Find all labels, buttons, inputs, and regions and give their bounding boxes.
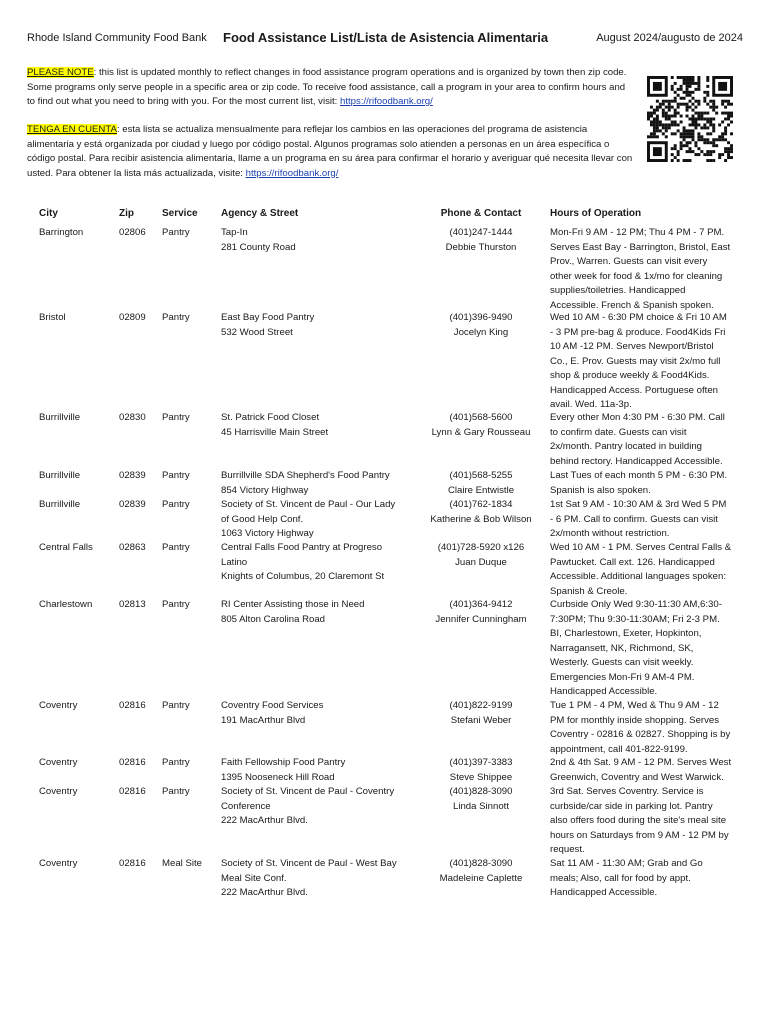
hours-cell-line: Curbside Only Wed 9:30-11:30 AM,6:30- bbox=[550, 599, 722, 610]
phone-cell-line: (401)828-3090 bbox=[449, 786, 513, 797]
hours-cell bbox=[550, 498, 748, 542]
hours-cell-line: Spanish & Creole. bbox=[550, 585, 628, 597]
service-cell: Pantry bbox=[162, 700, 190, 711]
note-english-label: PLEASE NOTE bbox=[27, 67, 94, 78]
document-date: August 2024/augusto de 2024 bbox=[596, 32, 743, 44]
zip-cell: 02830 bbox=[119, 412, 146, 423]
agency-cell bbox=[221, 226, 419, 255]
hours-cell-line: request. bbox=[550, 844, 585, 855]
agency-cell-line: Faith Fellowship Food Pantry bbox=[221, 757, 346, 768]
hours-cell-line: curbside/car side in parking lot. Pantry bbox=[550, 800, 713, 812]
phone-cell[interactable] bbox=[418, 699, 544, 728]
col-header-phone: Phone & Contact bbox=[440, 208, 522, 219]
phone-cell-line: Katherine & Bob Wilson bbox=[430, 513, 532, 525]
phone-cell[interactable] bbox=[418, 226, 544, 255]
phone-cell-line: (401)762-1834 bbox=[449, 499, 513, 510]
agency-cell-line: 222 MacArthur Blvd. bbox=[221, 887, 308, 898]
hours-cell-line: Narragansett, NK, Richmond, SK, bbox=[550, 642, 694, 654]
qr-code-icon[interactable] bbox=[647, 76, 733, 162]
agency-cell-line: Society of St. Vincent de Paul - West Bay bbox=[221, 858, 397, 869]
col-header-city: City bbox=[39, 208, 58, 219]
hours-cell-line: other week for food & 1x/mo for cleaning bbox=[550, 270, 723, 282]
phone-cell-line: (401)364-9412 bbox=[449, 599, 513, 610]
hours-cell-line: Emergencies Mon-Fri 9 AM-4 PM. bbox=[550, 671, 695, 683]
agency-cell-line: of Good Help Conf. bbox=[221, 513, 304, 525]
hours-cell-line: Tue 1 PM - 4 PM, Wed & Thu 9 AM - 12 bbox=[550, 700, 719, 711]
phone-cell[interactable] bbox=[418, 411, 544, 440]
agency-cell bbox=[221, 598, 419, 627]
zip-cell: 02816 bbox=[119, 757, 146, 768]
hours-cell-line: Handicapped Accessible. bbox=[550, 887, 658, 898]
phone-cell-line: Steve Shippee bbox=[449, 771, 513, 783]
hours-cell-line: - 6 PM. Call to confirm. Guests can visit bbox=[550, 513, 718, 525]
hours-cell-line: Last Tues of each month 5 PM - 6:30 PM. bbox=[550, 470, 728, 481]
agency-cell bbox=[221, 785, 419, 829]
service-cell: Pantry bbox=[162, 757, 190, 768]
phone-cell-line: (401)397-3383 bbox=[449, 757, 513, 768]
hours-cell-line: Sat 11 AM - 11:30 AM; Grab and Go bbox=[550, 858, 703, 869]
hours-cell-line: BI, Charlestown, Exeter, Hopkinton, bbox=[550, 628, 702, 639]
phone-cell-line: Stefani Weber bbox=[450, 714, 512, 726]
hours-cell-line: Serves East Bay - Barrington, Bristol, East bbox=[550, 241, 731, 253]
hours-cell-line: behind rectory. Handicapped Accessible. bbox=[550, 455, 723, 467]
service-cell: Pantry bbox=[162, 599, 190, 610]
hours-cell-line: 10 AM -12 PM. Serves Newport/Bristol bbox=[550, 341, 714, 352]
agency-cell-line: 1395 Nooseneck Hill Road bbox=[221, 771, 335, 783]
note-spanish-link[interactable]: https://rifoodbank.org/ bbox=[245, 167, 339, 179]
hours-cell-line: avail. Wed. 11a-3p. bbox=[550, 399, 632, 410]
agency-cell-line: Central Falls Food Pantry at Progreso bbox=[221, 542, 383, 553]
agency-cell-line: St. Patrick Food Closet bbox=[221, 412, 320, 423]
phone-cell-line: (401)396-9490 bbox=[449, 312, 513, 323]
zip-cell: 02816 bbox=[119, 858, 146, 869]
phone-cell[interactable] bbox=[418, 756, 544, 785]
phone-cell-line: (401)568-5255 bbox=[449, 470, 513, 481]
org-name: Rhode Island Community Food Bank bbox=[27, 32, 207, 44]
agency-cell bbox=[221, 411, 419, 440]
city-cell: Barrington bbox=[39, 227, 84, 238]
agency-cell-line: Coventry Food Services bbox=[221, 700, 324, 711]
phone-cell[interactable] bbox=[418, 498, 544, 527]
hours-cell bbox=[550, 857, 748, 901]
hours-cell-line: appointment, call 401-822-9199. bbox=[550, 743, 688, 755]
agency-cell bbox=[221, 756, 419, 785]
hours-cell-line: PM for monthly inside shopping. Serves bbox=[550, 714, 720, 726]
hours-cell-line: to confirm date. Guests can visit bbox=[550, 426, 687, 438]
hours-cell bbox=[550, 785, 748, 858]
service-cell: Pantry bbox=[162, 542, 190, 553]
service-cell: Pantry bbox=[162, 227, 190, 238]
hours-cell bbox=[550, 226, 748, 313]
service-cell: Pantry bbox=[162, 786, 190, 797]
hours-cell-line: 3rd Sat. Serves Coventry. Service is bbox=[550, 786, 704, 797]
hours-cell-line: supplies/toiletries. Handicapped bbox=[550, 285, 686, 296]
document-title: Food Assistance List/Lista de Asistencia Alimentaria bbox=[223, 30, 549, 45]
phone-cell-line: Lynn & Gary Rousseau bbox=[431, 426, 531, 438]
hours-cell bbox=[550, 598, 748, 700]
city-cell: Coventry bbox=[39, 858, 78, 869]
page-header bbox=[27, 30, 745, 50]
hours-cell-line: shop & produce weekly & Food4Kids. bbox=[550, 370, 710, 381]
agency-cell-line: 45 Harrisville Main Street bbox=[221, 426, 329, 438]
agency-cell bbox=[221, 541, 419, 585]
hours-cell-line: Westerly. Guests can visit weekly. bbox=[550, 657, 694, 668]
service-cell: Pantry bbox=[162, 412, 190, 423]
hours-cell-line: 2nd & 4th Sat. 9 AM - 12 PM. Serves West bbox=[550, 757, 732, 768]
agency-cell-line: 1063 Victory Highway bbox=[221, 528, 314, 539]
hours-cell-line: 2x/month. Pantry located in building bbox=[550, 441, 702, 452]
agency-cell-line: 854 Victory Highway bbox=[221, 484, 309, 496]
hours-cell-line: Accessible. Additional languages spoken: bbox=[550, 571, 727, 582]
note-english-text: : this list is updated monthly to reflect changes in food assistance program operations and is organized by town then zip code. Some programs only serve people in a specific area or zip code. To receive food assistance, call a program in your area to confirm hours and to find out what you need to bring with you. For the most current list, visit: bbox=[27, 67, 627, 107]
phone-cell[interactable] bbox=[418, 469, 544, 498]
agency-cell bbox=[221, 498, 419, 542]
phone-cell-line: (401)822-9199 bbox=[449, 700, 513, 711]
agency-cell-line: Latino bbox=[221, 556, 248, 568]
agency-cell-line: Meal Site Conf. bbox=[221, 872, 287, 884]
hours-cell bbox=[550, 699, 748, 757]
city-cell: Coventry bbox=[39, 786, 78, 797]
hours-cell bbox=[550, 411, 748, 469]
agency-cell-line: 532 Wood Street bbox=[221, 326, 293, 338]
note-spanish-label: TENGA EN CUENTA bbox=[27, 124, 117, 135]
agency-cell-line: RI Center Assisting those in Need bbox=[221, 599, 365, 610]
col-header-zip: Zip bbox=[119, 208, 134, 219]
hours-cell-line: Wed 10 AM - 6:30 PM choice & Fri 10 AM bbox=[550, 312, 727, 323]
service-cell: Meal Site bbox=[162, 858, 202, 869]
hours-cell-line: hours on Saturdays from 9 AM - 12 PM by bbox=[550, 829, 729, 841]
service-cell: Pantry bbox=[162, 499, 190, 510]
hours-cell-line: Wed 10 AM - 1 PM. Serves Central Falls & bbox=[550, 542, 732, 553]
hours-cell-line: Pawtucket. Call ext. 126. Handicapped bbox=[550, 556, 715, 568]
agency-cell-line: Burrillville SDA Shepherd's Food Pantry bbox=[221, 470, 390, 481]
phone-cell-line: (401)828-3090 bbox=[449, 858, 513, 869]
agency-cell-line: 805 Alton Carolina Road bbox=[221, 613, 326, 625]
hours-cell bbox=[550, 756, 748, 785]
hours-cell-line: Greenwich, Coventry and West Warwick. bbox=[550, 771, 724, 783]
phone-cell-line: (401)728-5920 x126 bbox=[437, 542, 525, 553]
note-spanish-text: : esta lista se actualiza mensualmente para reflejar los cambios en las operaciones del programa de asistencia alimentaria y está organizada por ciudad y luego por código postal. Algunos programas solo atienden a personas en un área específica o código postal. Para recibir asistencia alimentaria, llame a un programa en su área para confirmar el horario y averiguar qué necesita llevar con usted. Para obtener la lista más actualizada, visite: bbox=[27, 124, 633, 179]
agency-cell-line: East Bay Food Pantry bbox=[221, 312, 315, 323]
hours-cell-line: also offers food during the site's meal site bbox=[550, 815, 727, 826]
hours-cell-line: Coventry - 02816 & 02827. Shopping is by bbox=[550, 729, 731, 740]
hours-cell-line: Handicapped Accessible. bbox=[550, 686, 658, 697]
zip-cell: 02816 bbox=[119, 700, 146, 711]
hours-cell-line: Mon-Fri 9 AM - 12 PM; Thu 4 PM - 7 PM. bbox=[550, 227, 725, 238]
city-cell: Bristol bbox=[39, 312, 66, 323]
note-spanish bbox=[27, 123, 633, 181]
phone-cell[interactable] bbox=[418, 598, 544, 627]
note-english bbox=[27, 66, 633, 110]
zip-cell: 02809 bbox=[119, 312, 146, 323]
col-header-hours: Hours of Operation bbox=[550, 208, 642, 219]
phone-cell[interactable] bbox=[418, 541, 544, 570]
phone-cell-line: Jocelyn King bbox=[453, 326, 509, 338]
city-cell: Burrillville bbox=[39, 470, 81, 481]
zip-cell: 02863 bbox=[119, 542, 146, 553]
phone-cell-line: Madeleine Caplette bbox=[439, 872, 523, 884]
zip-cell: 02839 bbox=[119, 499, 146, 510]
agency-cell-line: Society of St. Vincent de Paul - Our Lady bbox=[221, 499, 396, 510]
phone-cell-line: Jennifer Cunningham bbox=[435, 613, 527, 625]
note-english-link[interactable]: https://rifoodbank.org/ bbox=[340, 96, 433, 107]
hours-cell bbox=[550, 541, 748, 599]
service-cell: Pantry bbox=[162, 312, 190, 323]
hours-cell-line: 1st Sat 9 AM - 10:30 AM & 3rd Wed 5 PM bbox=[550, 499, 727, 510]
agency-cell-line: 191 MacArthur Blvd bbox=[221, 714, 306, 726]
col-header-service: Service bbox=[162, 208, 198, 219]
phone-cell[interactable] bbox=[418, 311, 544, 340]
phone-cell-line: Linda Sinnott bbox=[452, 800, 509, 812]
agency-cell-line: Conference bbox=[221, 800, 271, 812]
agency-cell bbox=[221, 699, 419, 728]
city-cell: Coventry bbox=[39, 700, 78, 711]
hours-cell-line: Prov., Warren. Guests can visit every bbox=[550, 256, 708, 267]
agency-cell-line: Tap-In bbox=[221, 227, 248, 238]
hours-cell-line: Spanish is also spoken. bbox=[550, 484, 651, 496]
phone-cell-line: Juan Duque bbox=[455, 556, 507, 568]
hours-cell-line: 2x/month without restriction. bbox=[550, 528, 670, 539]
col-header-agency: Agency & Street bbox=[221, 208, 299, 219]
city-cell: Burrillville bbox=[39, 412, 81, 423]
agency-cell bbox=[221, 469, 419, 498]
phone-cell[interactable] bbox=[418, 857, 544, 886]
hours-cell-line: Co., E. Prov. Guests may visit 2x/mo full bbox=[550, 355, 721, 367]
agency-cell bbox=[221, 311, 419, 340]
agency-cell bbox=[221, 857, 419, 901]
zip-cell: 02839 bbox=[119, 470, 146, 481]
hours-cell bbox=[550, 311, 748, 413]
hours-cell-line: 7:30PM; Thu 9:30-11:30AM; Fri 2-3 PM. bbox=[550, 613, 720, 625]
service-cell: Pantry bbox=[162, 470, 190, 481]
hours-cell-line: meals; Also, call for food by appt. bbox=[550, 872, 691, 884]
agency-cell-line: 281 County Road bbox=[221, 241, 296, 253]
hours-cell-line: Accessible. French & Spanish spoken. bbox=[550, 299, 714, 311]
phone-cell[interactable] bbox=[418, 785, 544, 814]
agency-cell-line: Knights of Columbus, 20 Claremont St bbox=[221, 571, 385, 582]
zip-cell: 02813 bbox=[119, 599, 146, 610]
hours-cell-line: - 3 PM pre-bag & produce. Food4Kids Fri bbox=[550, 326, 726, 338]
city-cell: Burrillville bbox=[39, 499, 81, 510]
city-cell: Central Falls bbox=[39, 542, 93, 553]
hours-cell-line: Handicapped Access. Portuguese often bbox=[550, 384, 719, 396]
city-cell: Charlestown bbox=[39, 599, 93, 610]
phone-cell-line: (401)247-1444 bbox=[449, 227, 513, 238]
phone-cell-line: Debbie Thurston bbox=[445, 241, 517, 253]
phone-cell-line: (401)568-5600 bbox=[449, 412, 513, 423]
city-cell: Coventry bbox=[39, 757, 78, 768]
hours-cell-line: Every other Mon 4:30 PM - 6:30 PM. Call bbox=[550, 412, 725, 423]
agency-cell-line: Society of St. Vincent de Paul - Coventry bbox=[221, 786, 395, 797]
hours-cell bbox=[550, 469, 748, 498]
zip-cell: 02816 bbox=[119, 786, 146, 797]
agency-cell-line: 222 MacArthur Blvd. bbox=[221, 815, 308, 826]
zip-cell: 02806 bbox=[119, 227, 146, 238]
phone-cell-line: Claire Entwistle bbox=[447, 484, 515, 496]
